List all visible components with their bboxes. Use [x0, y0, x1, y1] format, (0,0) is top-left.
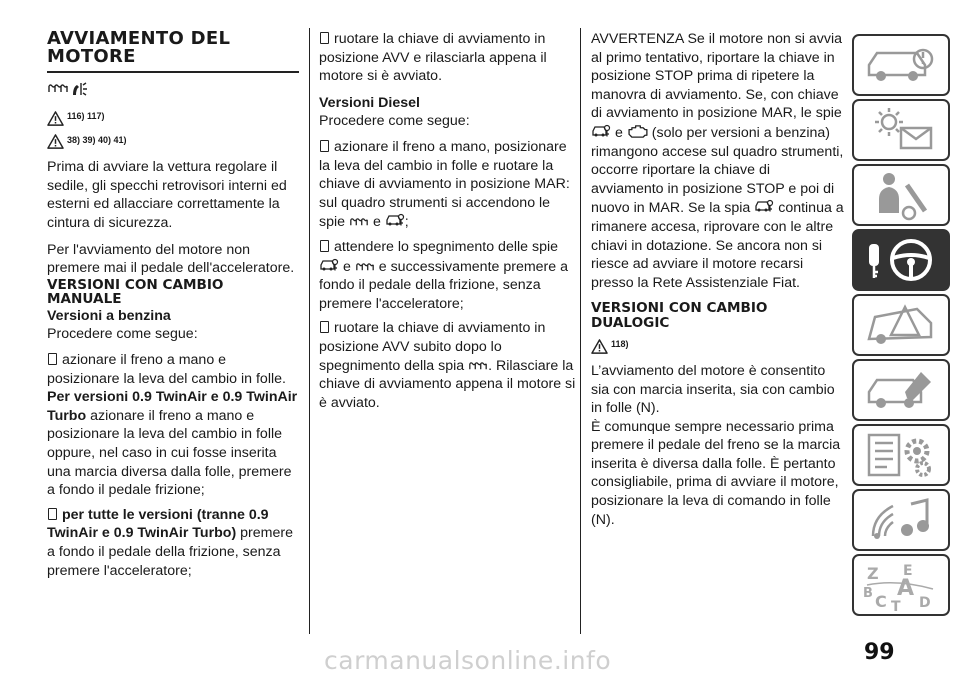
- chapter-tabs: [852, 34, 954, 619]
- tab-safety[interactable]: [852, 164, 950, 226]
- bullet-box-icon: [48, 508, 57, 520]
- paragraph: Prima di avviare la vettura regolare il sedile, gli specchi retrovisori interni ed esterni ed allacciare correttamente la cintura di sicurezza.: [47, 159, 287, 232]
- tab-starting-driving[interactable]: [852, 229, 950, 291]
- svg-text:T: T: [891, 599, 901, 611]
- tab-multimedia[interactable]: [852, 489, 950, 551]
- subheading: Versioni a benzina: [47, 307, 171, 324]
- maintenance-tab-icon: [861, 364, 941, 416]
- emergency-tab-icon: [861, 299, 941, 351]
- svg-text:D: D: [919, 595, 931, 611]
- warning-paragraph: AVVERTENZA Se il motore non si avvia al primo tentativo, riportare la chiave in posizione STOP prima di ripetere la manovra di avviamento. Se, con chiave di avviamento in posizione MAR, le spie e (solo per versioni a benzina) rimangono accese sul quadro strumenti, occorre riportare la chiave di avviamento in posizione STOP e poi di nuovo in MAR. Se la spia continua a rimanere accesa, riprovare con le altre chiavi in dotazione. Se ancora non si riesce ad avviare il motore recarsi presso la Rete Assistenziale Fiat.: [591, 31, 844, 291]
- column-2: [319, 30, 577, 412]
- glow-plug-icon: [468, 361, 488, 372]
- warning-triangle-icon: [47, 134, 64, 149]
- immobilizer-icon: [591, 123, 611, 139]
- title-underline: [47, 71, 299, 73]
- list-item: azionare il freno a mano, posizionare la leva del cambio in folle e ruotare la chiave di avviamento in posizione MAR: sul quadro strumenti si accendono le spie e ;: [319, 138, 570, 231]
- bullet-box-icon: [320, 140, 329, 152]
- warning-lights-tab-icon: [861, 104, 941, 156]
- glow-plug-icon: [349, 217, 369, 228]
- car-tab-icon: [861, 39, 941, 91]
- list-item: ruotare la chiave di avviamento in posizione AVV subito dopo lo spegnimento della spia . Rilasciare la chiave di avviamento appena il motore si è avviato.: [319, 320, 576, 411]
- tab-index[interactable]: [852, 554, 950, 616]
- bullet-box-icon: [320, 321, 329, 333]
- paragraph: Procedere come segue:: [47, 326, 198, 343]
- subsection-title: VERSIONI CON CAMBIO MANUALE: [47, 276, 224, 308]
- subheading: Versioni Diesel: [319, 94, 420, 111]
- immobilizer-icon: [385, 212, 405, 228]
- reference-notes-warning: 116) 117): [47, 107, 299, 126]
- multimedia-tab-icon: [861, 494, 941, 546]
- immobilizer-icon: [754, 198, 774, 214]
- paragraph: È comunque sempre necessario prima premere il pedale del freno se la marcia inserita è diversa dalla folle. È pertanto consigliabile, prima di avviare il motore, posizionare la leva di comando in folle (N).: [591, 418, 841, 528]
- svg-text:C: C: [875, 592, 887, 611]
- section-title: AVVIAMENTO DEL MOTORE: [47, 28, 231, 67]
- engine-start-icons: [47, 81, 299, 103]
- list-item: ruotare la chiave di avviamento in posizione AVV e rilasciarla appena il motore si è avviato.: [319, 31, 547, 85]
- reference-notes-warning: 118): [591, 335, 845, 354]
- bullet-box-icon: [320, 240, 329, 252]
- engine-fault-icon: [627, 124, 648, 139]
- svg-text:B: B: [863, 586, 873, 601]
- tab-technical-data[interactable]: [852, 424, 950, 486]
- list-item: attendere lo spegnimento delle spie e e successivamente premere a fondo il pedale della frizione, senza premere l'acceleratore;: [319, 238, 569, 312]
- column-1: [47, 30, 299, 580]
- tab-maintenance[interactable]: [852, 359, 950, 421]
- page-number: 99: [864, 640, 895, 665]
- column-3: [591, 30, 845, 529]
- paragraph: Procedere come segue:: [319, 113, 470, 130]
- safety-tab-icon: [861, 169, 941, 221]
- paragraph: L’avviamento del motore è consentito sia con marcia inserita, sia con cambio in folle (N).: [591, 362, 835, 417]
- steering-wheel-tab-icon: [861, 234, 941, 286]
- svg-text:E: E: [903, 563, 913, 579]
- warning-triangle-icon: [591, 339, 608, 354]
- watermark: carmanualsonline.info: [324, 646, 612, 675]
- column-divider: [309, 28, 310, 634]
- subsection-title: VERSIONI CON CAMBIO DUALOGIC: [591, 300, 768, 331]
- column-divider: [580, 28, 581, 634]
- list-item: azionare il freno a mano e posizionare la leva del cambio in folle.: [47, 352, 286, 387]
- index-tab-icon: [861, 559, 941, 611]
- tab-emergency[interactable]: [852, 294, 950, 356]
- list-item: per tutte le versioni (tranne 0.9 TwinAir e 0.9 TwinAir Turbo) premere a fondo il pedale della frizione, senza premere l'acceleratore;: [47, 506, 293, 579]
- paragraph: Per versioni 0.9 TwinAir e 0.9 TwinAir Turbo azionare il freno a mano e posizionare la leva del cambio in folle oppure, nel caso in cui fosse inserita una marcia diversa dalla folle, premere a fondo il pedale frizione;: [47, 389, 298, 499]
- svg-text:Z: Z: [867, 564, 879, 583]
- warning-triangle-icon: [47, 111, 64, 126]
- immobilizer-icon: [319, 257, 339, 273]
- bullet-box-icon: [320, 32, 329, 44]
- svg-text:A: A: [897, 576, 915, 601]
- paragraph: Per l'avviamento del motore non premere mai il pedale dell'acceleratore.: [47, 241, 295, 277]
- bullet-box-icon: [48, 353, 57, 365]
- reference-notes-attention: 38) 39) 40) 41): [47, 131, 299, 150]
- tab-car[interactable]: [852, 34, 950, 96]
- tab-warning-lights[interactable]: [852, 99, 950, 161]
- glow-plug-icon: [355, 262, 375, 273]
- technical-data-tab-icon: [861, 429, 941, 481]
